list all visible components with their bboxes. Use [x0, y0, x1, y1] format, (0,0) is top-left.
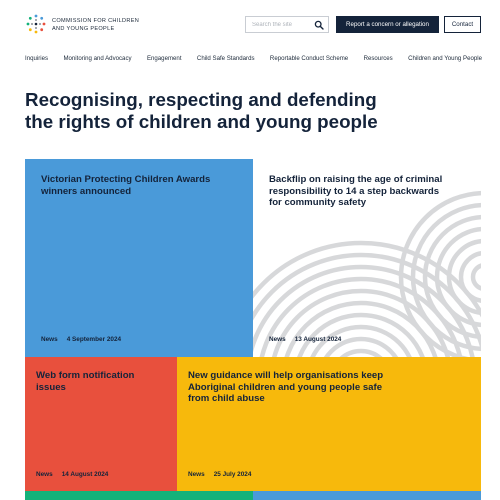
news-tile-category: News: [269, 336, 286, 343]
main-nav: [25, 55, 482, 62]
page-title: Recognising, respecting and defending the rights of children and young people: [25, 89, 378, 132]
org-name-line1: COMMISSION FOR CHILDREN: [52, 18, 140, 24]
news-tile-category: News: [41, 336, 58, 343]
search-input[interactable]: [246, 17, 310, 32]
news-tile-date: 14 August 2024: [61, 471, 109, 478]
org-name[interactable]: [52, 17, 139, 33]
news-tile-title[interactable]: Backflip on raising the age of criminal responsibility to 14 a step backwards for community safety: [269, 174, 443, 208]
nav-item-reportable-conduct[interactable]: Reportable Conduct Scheme: [269, 55, 349, 62]
news-tile-date: 25 July 2024: [213, 471, 252, 478]
nav-item-resources[interactable]: Resources: [363, 55, 393, 62]
nav-item-children-young-people[interactable]: Children and Young People: [408, 55, 482, 62]
news-tile-date: 13 August 2024: [294, 336, 342, 343]
news-tile[interactable]: [25, 159, 253, 357]
news-tile-category: News: [36, 471, 53, 478]
news-tile-date: 4 September 2024: [66, 336, 122, 343]
nav-item-child-safe-standards[interactable]: Child Safe Standards: [196, 55, 255, 62]
news-tile-meta: [188, 471, 251, 478]
news-tile[interactable]: [177, 357, 481, 491]
nav-item-inquiries[interactable]: Inquiries: [25, 55, 49, 62]
news-tile-title[interactable]: Victorian Protecting Children Awards winners announced: [41, 174, 211, 197]
search-box: [245, 16, 329, 33]
news-tile[interactable]: [253, 159, 481, 357]
next-tile-green[interactable]: [25, 491, 253, 500]
nav-item-monitoring-advocacy[interactable]: Monitoring and Advocacy: [63, 55, 132, 62]
logo-icon[interactable]: [25, 13, 47, 35]
org-name-line2: AND YOUNG PEOPLE: [52, 26, 115, 32]
news-tile-meta: [269, 336, 341, 343]
news-tile[interactable]: [25, 357, 177, 491]
news-tile-category: News: [188, 471, 205, 478]
report-concern-button[interactable]: Report a concern or allegation: [336, 16, 439, 33]
news-tile-title[interactable]: Web form notification issues: [36, 370, 135, 393]
contact-button[interactable]: Contact: [444, 16, 481, 33]
nav-item-engagement[interactable]: Engagement: [146, 55, 182, 62]
next-tile-blue[interactable]: [253, 491, 481, 500]
search-icon[interactable]: [314, 20, 324, 30]
news-tile-title[interactable]: New guidance will help organisations keep Aboriginal children and young people safe from child abuse: [188, 370, 384, 404]
news-tile-meta: [36, 471, 108, 478]
news-tile-meta: [41, 336, 121, 343]
